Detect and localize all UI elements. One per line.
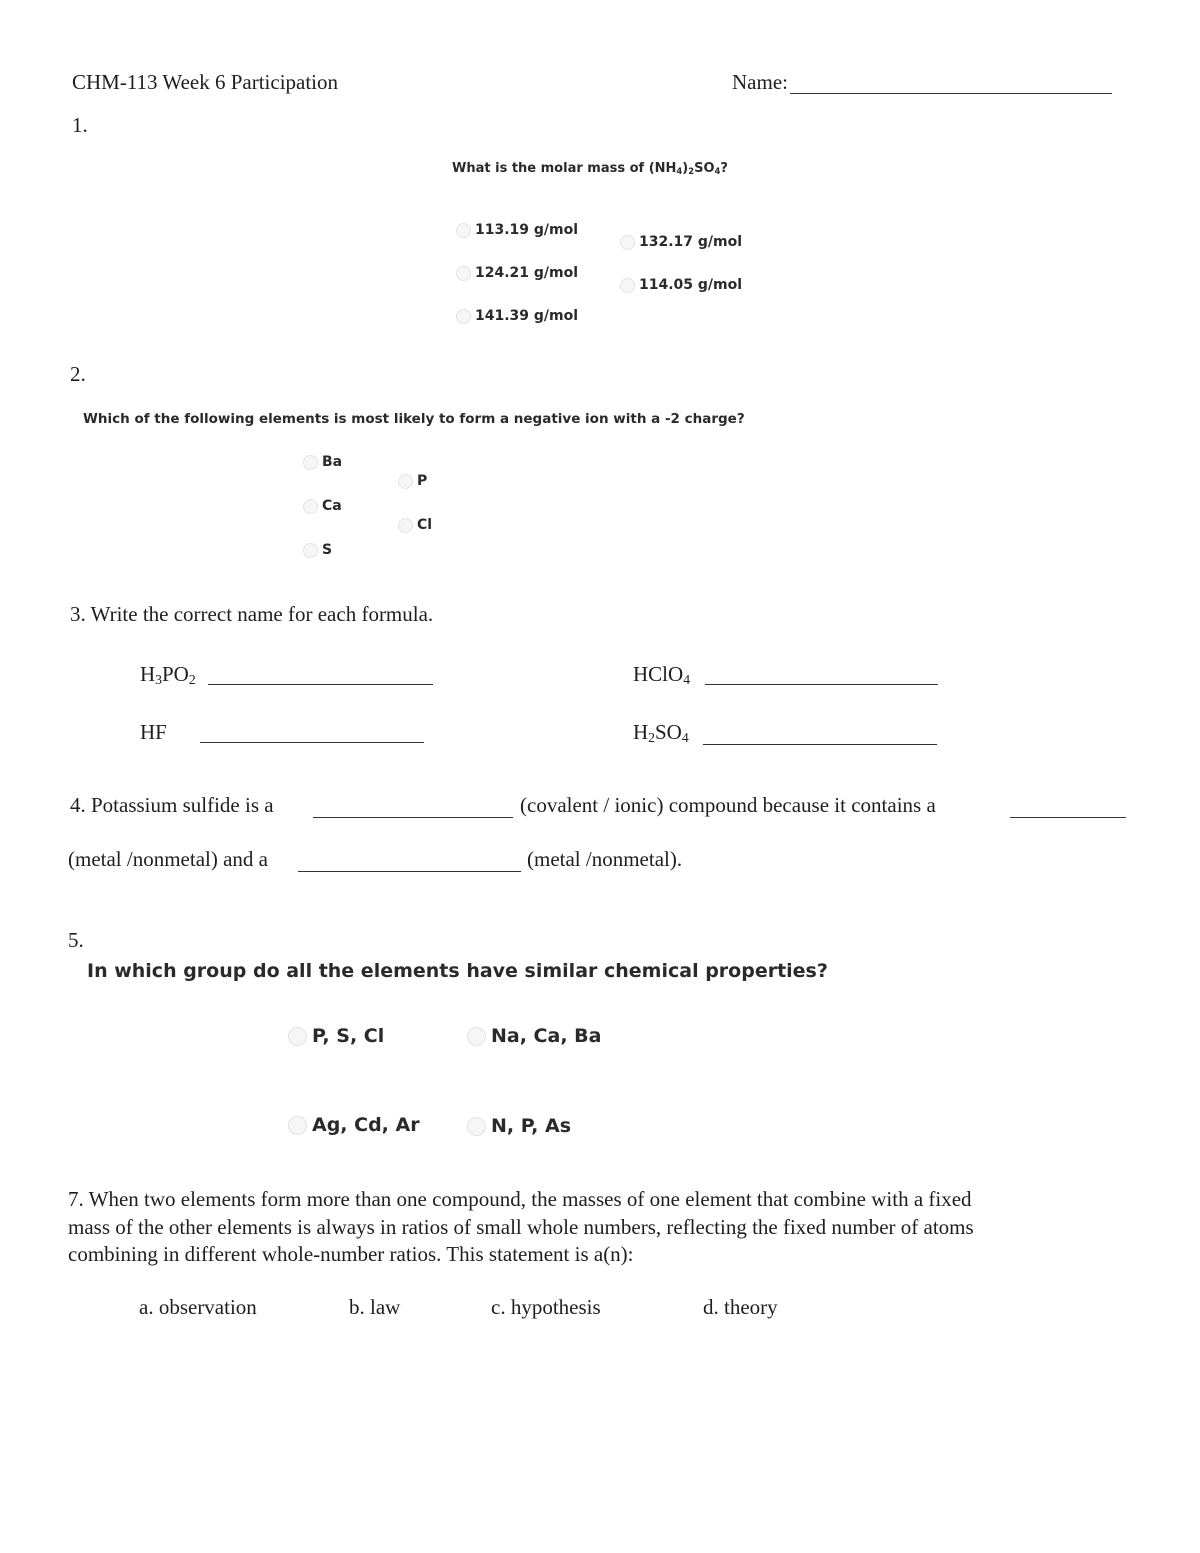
- formula-hclo4: HClO$_4$: [633, 662, 691, 688]
- answer-blank-h2so4[interactable]: [703, 744, 937, 745]
- q1-option-5[interactable]: 114.05 g/mol: [620, 277, 742, 293]
- worksheet-title: CHM-113 Week 6 Participation: [72, 70, 339, 94]
- radio-icon[interactable]: [398, 474, 413, 489]
- question-4-part1: 4. Potassium sulfide is a: [70, 793, 274, 817]
- q1-option-4[interactable]: 132.17 g/mol: [620, 234, 742, 250]
- question-7-line-1: 7. When two elements form more than one compound, the masses of one element that combine with a fixed: [68, 1187, 972, 1211]
- radio-icon[interactable]: [467, 1117, 486, 1136]
- name-label: Name:: [732, 70, 788, 94]
- answer-blank-element-type-2[interactable]: [298, 871, 521, 872]
- q7-choice-d[interactable]: d. theory: [703, 1295, 778, 1319]
- radio-icon[interactable]: [456, 266, 471, 281]
- q5-option-1[interactable]: P, S, Cl: [288, 1025, 384, 1047]
- radio-icon[interactable]: [620, 278, 635, 293]
- radio-icon[interactable]: [398, 518, 413, 533]
- radio-icon[interactable]: [456, 309, 471, 324]
- question-4-part3: (metal /nonmetal) and a: [68, 847, 269, 871]
- question-4-part4: (metal /nonmetal).: [527, 847, 683, 871]
- q1-option-2[interactable]: 124.21 g/mol: [456, 265, 578, 281]
- q5-option-4[interactable]: N, P, As: [467, 1115, 571, 1137]
- q5-option-3[interactable]: Ag, Cd, Ar: [288, 1114, 420, 1136]
- radio-icon[interactable]: [620, 235, 635, 250]
- question-5-text: In which group do all the elements have similar chemical properties?: [87, 960, 828, 982]
- question-7-line-3: combining in different whole-number ratios. This statement is a(n):: [68, 1242, 634, 1266]
- formula-hf: HF: [140, 720, 167, 744]
- formula-h2so4: $H_2SO_4$: [633, 720, 689, 746]
- q1-option-1[interactable]: 113.19 g/mol: [456, 222, 578, 238]
- question-1-number: 1.: [72, 113, 88, 137]
- q7-choice-b[interactable]: b. law: [349, 1295, 401, 1319]
- radio-icon[interactable]: [303, 499, 318, 514]
- answer-blank-hf[interactable]: [200, 742, 424, 743]
- radio-icon[interactable]: [288, 1116, 307, 1135]
- answer-blank-hclo4[interactable]: [705, 684, 938, 685]
- q2-option-s[interactable]: S: [303, 542, 332, 558]
- formula-h3po2: $H_3PO_2$: [140, 662, 196, 688]
- radio-icon[interactable]: [288, 1027, 307, 1046]
- q2-option-cl[interactable]: Cl: [398, 517, 432, 533]
- answer-blank-h3po2[interactable]: [208, 684, 433, 685]
- q7-choice-a[interactable]: a. observation: [139, 1295, 257, 1319]
- radio-icon[interactable]: [303, 543, 318, 558]
- question-2-number: 2.: [70, 362, 86, 386]
- name-field[interactable]: [790, 93, 1112, 94]
- question-1-text: What is the molar mass of $(NH_4)_2SO_4$?: [452, 161, 728, 177]
- q2-option-ca[interactable]: Ca: [303, 498, 342, 514]
- radio-icon[interactable]: [456, 223, 471, 238]
- question-7-line-2: mass of the other elements is always in ratios of small whole numbers, reflecting the fixed number of atoms: [68, 1215, 974, 1239]
- question-3-text: 3. Write the correct name for each formula.: [70, 602, 434, 626]
- radio-icon[interactable]: [303, 455, 318, 470]
- q1-option-3[interactable]: 141.39 g/mol: [456, 308, 578, 324]
- answer-blank-element-type-1[interactable]: [1010, 817, 1126, 818]
- q2-option-p[interactable]: P: [398, 473, 427, 489]
- answer-blank-bond-type[interactable]: [313, 817, 513, 818]
- question-4-part2: (covalent / ionic) compound because it contains a: [520, 793, 936, 817]
- radio-icon[interactable]: [467, 1027, 486, 1046]
- q2-option-ba[interactable]: Ba: [303, 454, 342, 470]
- question-2-text: Which of the following elements is most likely to form a negative ion with a -2 charge?: [83, 411, 745, 427]
- question-5-number: 5.: [68, 928, 84, 952]
- q7-choice-c[interactable]: c. hypothesis: [491, 1295, 601, 1319]
- q5-option-2[interactable]: Na, Ca, Ba: [467, 1025, 601, 1047]
